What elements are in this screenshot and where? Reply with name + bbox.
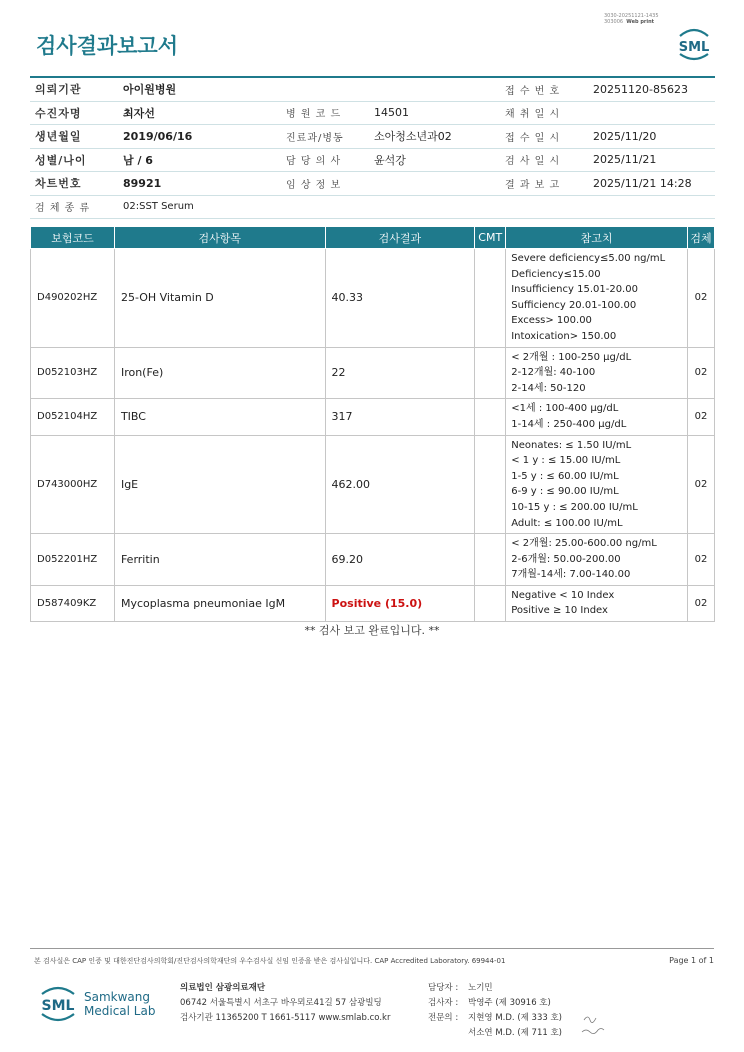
result-reference	[506, 249, 688, 348]
result-item: IgE	[114, 435, 325, 534]
info-value: 20251120-85623	[585, 77, 715, 101]
info-row	[30, 195, 715, 219]
info-value: 아이원병원	[115, 77, 281, 101]
reference-line: Insufficiency 15.01-20.00	[511, 284, 638, 296]
result-cmt	[475, 399, 506, 435]
info-value	[366, 172, 500, 196]
staff-role: 담당자 :	[428, 983, 459, 993]
info-label: 검 체 종 류	[30, 195, 115, 219]
result-item: 25-OH Vitamin D	[114, 249, 325, 348]
info-value: 남 / 6	[115, 148, 281, 172]
col-header-specimen: 검체	[687, 227, 714, 249]
result-reference	[506, 435, 688, 534]
results-header-row	[31, 227, 715, 249]
reference-line: 10-15 y : ≤ 200.00 IU/mL	[511, 501, 638, 513]
result-reference	[506, 347, 688, 399]
logo-text: SML	[678, 40, 710, 55]
reference-line: 1-5 y : ≤ 60.00 IU/mL	[511, 470, 619, 482]
info-label: 진료과/병동	[281, 125, 366, 149]
info-label: 채 취 일 시	[500, 101, 585, 125]
result-item: TIBC	[114, 399, 325, 435]
print-label: Web print	[626, 19, 655, 25]
result-item: Ferritin	[114, 534, 325, 586]
cap-accreditation-note: 본 검사실은 CAP 인증 및 대한진단검사의학회/진단검사의학재단의 우수검사실 신임 인증을 받은 검사실입니다. CAP Accredited Laboratory. 69944-01	[34, 957, 506, 965]
result-code: D052104HZ	[31, 399, 115, 435]
staff-name: 서소연 M.D. (제 711 호)	[468, 1028, 563, 1038]
result-reference	[506, 534, 688, 586]
reference-line: < 1 y : ≤ 15.00 IU/mL	[511, 455, 621, 467]
reference-line: Sufficiency 20.01-100.00	[511, 299, 637, 311]
info-value: 89921	[115, 172, 281, 196]
org-contact: 검사기관 11365200 T 1661-5117 www.smlab.co.kr	[180, 1013, 391, 1023]
info-row	[30, 125, 715, 149]
staff-name: 지현영 M.D. (제 333 호)	[468, 1013, 563, 1023]
result-reference	[506, 585, 688, 621]
result-cmt	[475, 347, 506, 399]
result-row	[31, 435, 715, 534]
results-table	[30, 226, 715, 622]
col-header-item: 검사항목	[114, 227, 325, 249]
staff-entry	[428, 1011, 562, 1026]
result-value: 40.33	[325, 249, 475, 348]
reference-line: 1-14세 : 250-400 μg/dL	[511, 418, 627, 430]
result-row	[31, 249, 715, 348]
reference-line: Excess> 100.00	[511, 315, 592, 327]
info-value: 최자선	[115, 101, 281, 125]
info-label	[281, 77, 366, 101]
result-row	[31, 399, 715, 435]
result-value: 462.00	[325, 435, 475, 534]
reference-line: <1세 : 100-400 μg/dL	[511, 403, 619, 415]
organization-info	[180, 981, 390, 1026]
result-value: 317	[325, 399, 475, 435]
result-item: Mycoplasma pneumoniae IgM	[114, 585, 325, 621]
info-value: 소아청소년과02	[366, 125, 500, 149]
reference-line: 2-14세: 50-120	[511, 382, 586, 394]
info-value: 2019/06/16	[115, 125, 281, 149]
col-header-cmt: CMT	[475, 227, 506, 249]
result-specimen: 02	[687, 347, 714, 399]
brand-line-2: Medical Lab	[84, 1004, 156, 1018]
result-specimen: 02	[687, 435, 714, 534]
org-name: 의료법인 삼광의료재단	[180, 983, 266, 993]
result-row	[31, 585, 715, 621]
info-row	[30, 172, 715, 196]
staff-role: 검사자 :	[428, 998, 459, 1008]
staff-name: 노기민	[468, 983, 493, 993]
print-user: 303006	[604, 19, 624, 25]
result-value: 22	[325, 347, 475, 399]
staff-entry	[428, 981, 562, 996]
info-value	[585, 101, 715, 125]
reference-line: Deficiency≤15.00	[511, 268, 601, 280]
reference-line: 2-6개월: 50.00-200.00	[511, 553, 621, 565]
result-specimen: 02	[687, 534, 714, 586]
reference-line: < 2개월 : 100-250 μg/dL	[511, 351, 632, 363]
info-label: 임 상 정 보	[281, 172, 366, 196]
result-specimen: 02	[687, 399, 714, 435]
brand-name	[84, 990, 155, 1018]
footer-logo-text: SML	[41, 998, 75, 1014]
result-row	[31, 347, 715, 399]
info-label: 수진자명	[30, 101, 115, 125]
result-cmt	[475, 585, 506, 621]
footer-divider	[30, 948, 714, 949]
reference-line: Severe deficiency≤5.00 ng/mL	[511, 253, 666, 264]
print-meta	[604, 13, 659, 25]
info-value: 14501	[366, 101, 500, 125]
result-cmt	[475, 435, 506, 534]
info-label: 생년월일	[30, 125, 115, 149]
info-row	[30, 77, 715, 101]
staff-name: 박영주 (제 30916 호)	[468, 998, 551, 1008]
info-label: 병 원 코 드	[281, 101, 366, 125]
result-specimen: 02	[687, 249, 714, 348]
result-value: 69.20	[325, 534, 475, 586]
info-label: 접 수 번 호	[500, 77, 585, 101]
info-label: 검 사 일 시	[500, 148, 585, 172]
reference-line: 6-9 y : ≤ 90.00 IU/mL	[511, 486, 619, 498]
report-complete-note: ** 검사 보고 완료입니다. **	[304, 624, 440, 637]
result-code: D587409KZ	[31, 585, 115, 621]
result-cmt	[475, 534, 506, 586]
reference-line: < 2개월: 25.00-600.00 ng/mL	[511, 538, 657, 550]
reference-line: Neonates: ≤ 1.50 IU/mL	[511, 439, 632, 451]
print-code: 3030-20251121-1435	[604, 13, 659, 19]
info-label: 의뢰기관	[30, 77, 115, 101]
result-cmt	[475, 249, 506, 348]
signature-icon	[578, 1010, 608, 1040]
result-specimen: 02	[687, 585, 714, 621]
result-code: D743000HZ	[31, 435, 115, 534]
reference-line: Positive ≥ 10 Index	[511, 605, 608, 617]
page-number: Page 1 of 1	[669, 956, 714, 965]
reference-line: 7개월-14세: 7.00-140.00	[511, 569, 631, 581]
brand-line-1: Samkwang	[84, 990, 150, 1004]
staff-list	[428, 981, 562, 1041]
staff-role: 전문의 :	[428, 1013, 459, 1023]
result-code: D052103HZ	[31, 347, 115, 399]
col-header-code: 보험코드	[31, 227, 115, 249]
info-label: 결 과 보 고	[500, 172, 585, 196]
result-item: Iron(Fe)	[114, 347, 325, 399]
reference-line: 2-12개월: 40-100	[511, 367, 596, 379]
org-address: 06742 서울특별시 서초구 바우뫼로41길 57 삼광빌딩	[180, 998, 382, 1008]
result-value: Positive (15.0)	[325, 585, 475, 621]
col-header-reference: 참고치	[506, 227, 688, 249]
info-value: 02:SST Serum	[115, 195, 715, 219]
staff-entry	[428, 996, 562, 1011]
reference-line: Intoxication> 150.00	[511, 330, 617, 342]
info-value: 2025/11/21 14:28	[585, 172, 715, 196]
info-value: 윤석강	[366, 148, 500, 172]
col-header-result: 검사결과	[325, 227, 475, 249]
info-row	[30, 101, 715, 125]
info-value: 2025/11/20	[585, 125, 715, 149]
info-label: 차트번호	[30, 172, 115, 196]
info-value: 2025/11/21	[585, 148, 715, 172]
sml-logo-icon	[674, 26, 714, 62]
patient-info-table	[30, 76, 715, 219]
reference-line: Negative < 10 Index	[511, 589, 615, 601]
info-label: 접 수 일 시	[500, 125, 585, 149]
result-row	[31, 534, 715, 586]
info-row	[30, 148, 715, 172]
info-label: 성별/나이	[30, 148, 115, 172]
result-code: D490202HZ	[31, 249, 115, 348]
staff-entry	[428, 1026, 562, 1041]
result-reference	[506, 399, 688, 435]
report-title: 검사결과보고서	[36, 34, 179, 58]
sml-footer-logo-icon	[36, 982, 80, 1026]
result-code: D052201HZ	[31, 534, 115, 586]
info-label: 담 당 의 사	[281, 148, 366, 172]
reference-line: Adult: ≤ 100.00 IU/mL	[511, 517, 623, 529]
info-value	[366, 77, 500, 101]
